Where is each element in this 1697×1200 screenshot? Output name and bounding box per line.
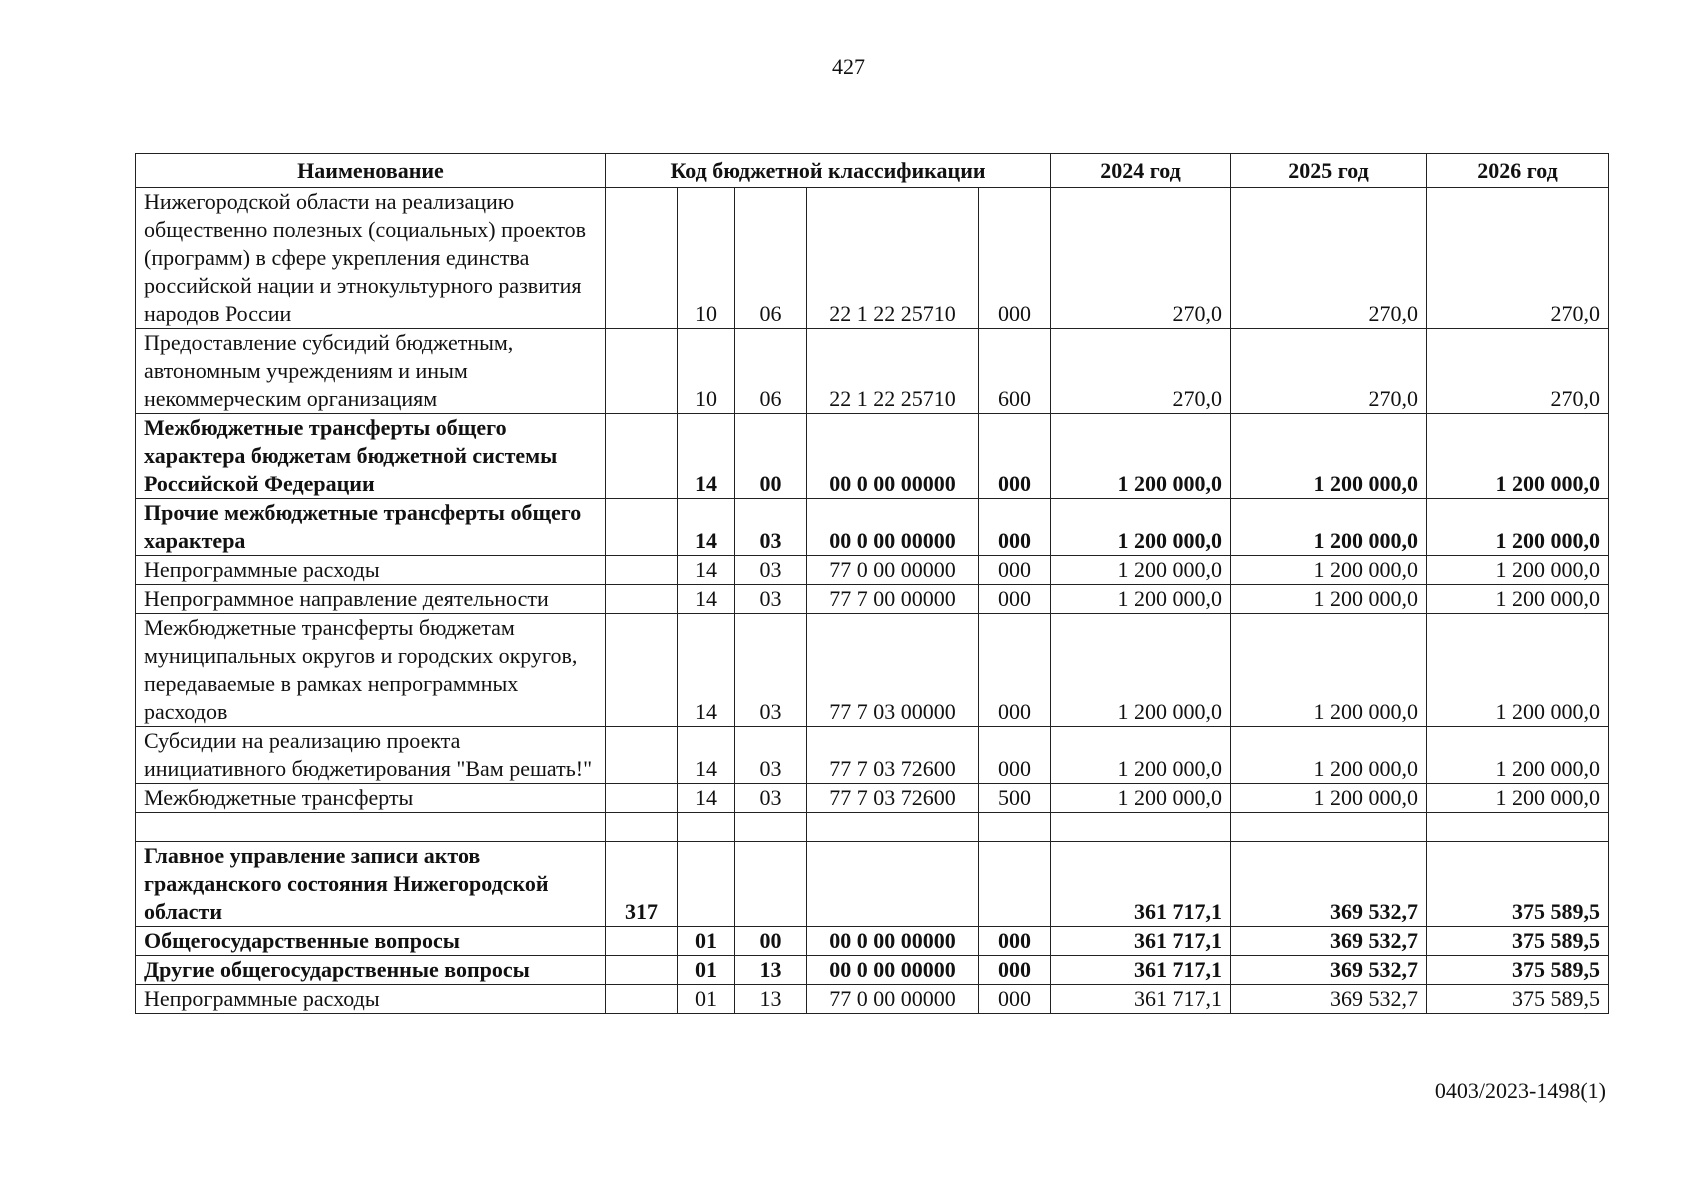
section-code-cell: 01 [678,927,735,956]
amount-2025-cell: 369 532,7 [1231,956,1427,985]
subsection-code-cell: 03 [735,784,807,813]
table-row [136,927,1609,956]
header-code: Код бюджетной классификации [606,154,1051,188]
section-code-cell: 10 [678,329,735,414]
budget-table [135,153,1609,1014]
expense-type-cell [979,813,1051,842]
table-row [136,188,1609,329]
ved-code-cell [606,585,678,614]
ved-code-cell [606,813,678,842]
row-name-cell: Субсидии на реализацию проекта инициативного бюджетирования "Вам решать!" [136,727,606,784]
subsection-code-cell: 06 [735,188,807,329]
ved-code-cell [606,985,678,1014]
target-article-cell: 22 1 22 25710 [807,188,979,329]
row-name-cell: Другие общегосударственные вопросы [136,956,606,985]
section-code-cell: 10 [678,188,735,329]
target-article-cell: 00 0 00 00000 [807,927,979,956]
amount-2026-cell: 1 200 000,0 [1427,414,1609,499]
table-row [136,727,1609,784]
subsection-code-cell [735,813,807,842]
section-code-cell: 14 [678,414,735,499]
amount-2025-cell: 1 200 000,0 [1231,499,1427,556]
target-article-cell: 77 0 00 00000 [807,556,979,585]
expense-type-cell: 000 [979,556,1051,585]
amount-2025-cell: 1 200 000,0 [1231,784,1427,813]
amount-2024-cell: 1 200 000,0 [1051,585,1231,614]
table-header-row [136,154,1609,188]
target-article-cell [807,813,979,842]
expense-type-cell: 000 [979,727,1051,784]
row-name-cell: Непрограммное направление деятельности [136,585,606,614]
subsection-code-cell: 03 [735,614,807,727]
expense-type-cell: 000 [979,188,1051,329]
amount-2024-cell: 270,0 [1051,188,1231,329]
subsection-code-cell: 03 [735,499,807,556]
amount-2026-cell: 375 589,5 [1427,985,1609,1014]
expense-type-cell: 000 [979,585,1051,614]
ved-code-cell [606,927,678,956]
amount-2025-cell: 1 200 000,0 [1231,414,1427,499]
ved-code-cell [606,614,678,727]
amount-2024-cell: 1 200 000,0 [1051,784,1231,813]
amount-2024-cell: 1 200 000,0 [1051,614,1231,727]
table-row [136,956,1609,985]
amount-2024-cell [1051,813,1231,842]
amount-2025-cell: 1 200 000,0 [1231,556,1427,585]
section-code-cell: 14 [678,499,735,556]
table-row [136,585,1609,614]
amount-2026-cell: 1 200 000,0 [1427,784,1609,813]
header-name: Наименование [136,154,606,188]
section-code-cell: 14 [678,585,735,614]
section-code-cell [678,842,735,927]
row-name-cell [136,813,606,842]
amount-2024-cell: 361 717,1 [1051,985,1231,1014]
section-code-cell: 14 [678,784,735,813]
table-row [136,556,1609,585]
ved-code-cell: 317 [606,842,678,927]
ved-code-cell [606,329,678,414]
header-2025: 2025 год [1231,154,1427,188]
amount-2025-cell: 1 200 000,0 [1231,614,1427,727]
amount-2024-cell: 361 717,1 [1051,927,1231,956]
header-2026: 2026 год [1427,154,1609,188]
row-name-cell: Непрограммные расходы [136,556,606,585]
row-name-cell: Нижегородской области на реализацию общественно полезных (социальных) проектов (программ) в сфере укрепления единства российской нации и этнокультурного развития народов России [136,188,606,329]
target-article-cell: 00 0 00 00000 [807,956,979,985]
target-article-cell: 77 7 00 00000 [807,585,979,614]
subsection-code-cell: 03 [735,727,807,784]
subsection-code-cell: 13 [735,985,807,1014]
expense-type-cell: 000 [979,614,1051,727]
table-row [136,329,1609,414]
row-name-cell: Непрограммные расходы [136,985,606,1014]
amount-2025-cell: 369 532,7 [1231,927,1427,956]
section-code-cell: 01 [678,956,735,985]
row-name-cell: Прочие межбюджетные трансферты общего характера [136,499,606,556]
target-article-cell: 22 1 22 25710 [807,329,979,414]
row-name-cell: Общегосударственные вопросы [136,927,606,956]
expense-type-cell: 000 [979,927,1051,956]
amount-2025-cell: 369 532,7 [1231,985,1427,1014]
ved-code-cell [606,784,678,813]
ved-code-cell [606,727,678,784]
expense-type-cell: 000 [979,985,1051,1014]
row-name-cell: Межбюджетные трансферты общего характера бюджетам бюджетной системы Российской Федерации [136,414,606,499]
amount-2024-cell: 361 717,1 [1051,842,1231,927]
section-code-cell: 14 [678,556,735,585]
expense-type-cell: 000 [979,956,1051,985]
amount-2024-cell: 361 717,1 [1051,956,1231,985]
amount-2026-cell: 1 200 000,0 [1427,727,1609,784]
ved-code-cell [606,556,678,585]
section-code-cell: 14 [678,727,735,784]
subsection-code-cell: 00 [735,927,807,956]
target-article-cell: 77 7 03 72600 [807,784,979,813]
amount-2026-cell: 375 589,5 [1427,842,1609,927]
section-code-cell: 14 [678,614,735,727]
table-row [136,614,1609,727]
amount-2024-cell: 270,0 [1051,329,1231,414]
subsection-code-cell: 13 [735,956,807,985]
ved-code-cell [606,499,678,556]
subsection-code-cell [735,842,807,927]
table-row [136,414,1609,499]
section-code-cell: 01 [678,985,735,1014]
table-row [136,813,1609,842]
amount-2024-cell: 1 200 000,0 [1051,414,1231,499]
subsection-code-cell: 03 [735,585,807,614]
table-row [136,499,1609,556]
target-article-cell: 77 0 00 00000 [807,985,979,1014]
amount-2026-cell: 1 200 000,0 [1427,556,1609,585]
target-article-cell: 77 7 03 00000 [807,614,979,727]
amount-2024-cell: 1 200 000,0 [1051,556,1231,585]
ved-code-cell [606,414,678,499]
amount-2025-cell [1231,813,1427,842]
amount-2025-cell: 1 200 000,0 [1231,727,1427,784]
page-number: 427 [832,54,865,79]
expense-type-cell [979,842,1051,927]
amount-2026-cell: 1 200 000,0 [1427,585,1609,614]
header-2024: 2024 год [1051,154,1231,188]
ved-code-cell [606,188,678,329]
target-article-cell: 77 7 03 72600 [807,727,979,784]
subsection-code-cell: 06 [735,329,807,414]
amount-2026-cell: 270,0 [1427,188,1609,329]
amount-2025-cell: 270,0 [1231,329,1427,414]
amount-2026-cell: 375 589,5 [1427,956,1609,985]
amount-2026-cell: 1 200 000,0 [1427,614,1609,727]
subsection-code-cell: 03 [735,556,807,585]
amount-2025-cell: 369 532,7 [1231,842,1427,927]
expense-type-cell: 500 [979,784,1051,813]
amount-2024-cell: 1 200 000,0 [1051,727,1231,784]
amount-2025-cell: 1 200 000,0 [1231,585,1427,614]
amount-2026-cell: 1 200 000,0 [1427,499,1609,556]
row-name-cell: Предоставление субсидий бюджетным, автономным учреждениям и иным некоммерческим организациям [136,329,606,414]
row-name-cell: Главное управление записи актов гражданского состояния Нижегородской области [136,842,606,927]
target-article-cell: 00 0 00 00000 [807,414,979,499]
expense-type-cell: 000 [979,499,1051,556]
table-row [136,784,1609,813]
row-name-cell: Межбюджетные трансферты [136,784,606,813]
amount-2026-cell: 270,0 [1427,329,1609,414]
expense-type-cell: 000 [979,414,1051,499]
table-row [136,985,1609,1014]
section-code-cell [678,813,735,842]
subsection-code-cell: 00 [735,414,807,499]
ved-code-cell [606,956,678,985]
target-article-cell [807,842,979,927]
row-name-cell: Межбюджетные трансферты бюджетам муниципальных округов и городских округов, передаваемые в рамках непрограммных расходов [136,614,606,727]
document-code: 0403/2023-1498(1) [1434,1078,1606,1103]
amount-2024-cell: 1 200 000,0 [1051,499,1231,556]
table-row [136,842,1609,927]
amount-2026-cell [1427,813,1609,842]
amount-2025-cell: 270,0 [1231,188,1427,329]
expense-type-cell: 600 [979,329,1051,414]
target-article-cell: 00 0 00 00000 [807,499,979,556]
amount-2026-cell: 375 589,5 [1427,927,1609,956]
